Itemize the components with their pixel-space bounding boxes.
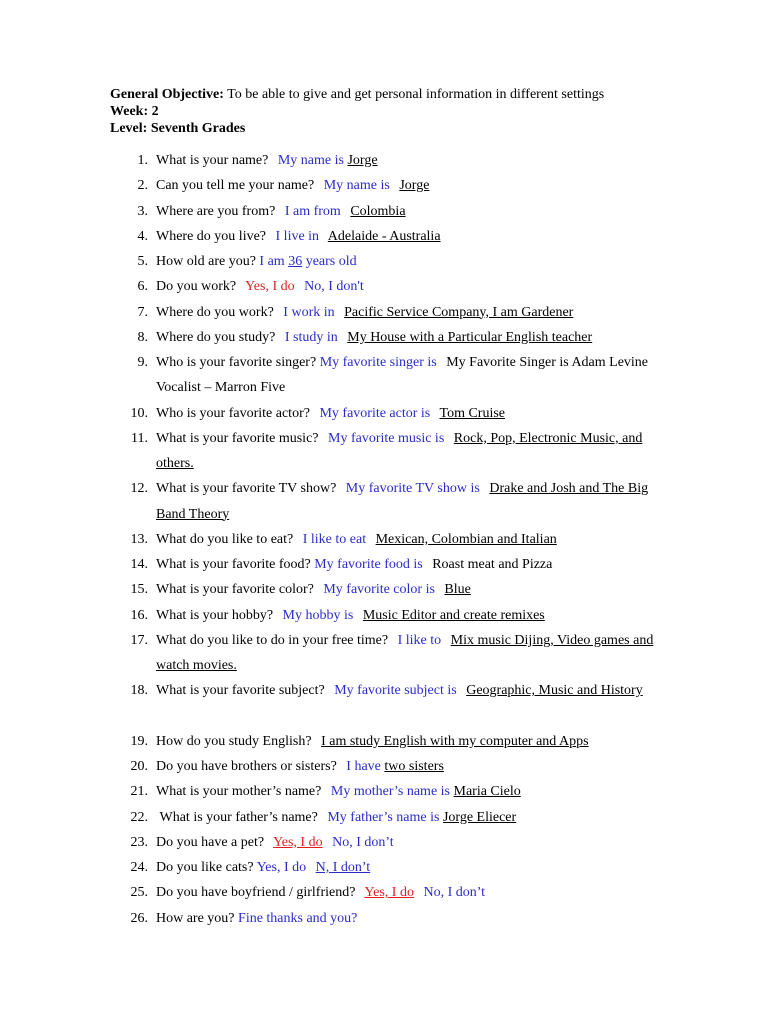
item-body (156, 300, 656, 325)
item-number: 18. (130, 683, 148, 699)
question-text: Where do you live? (156, 228, 267, 244)
list-item (0, 353, 768, 404)
question-text: Do you have boyfriend / girlfriend? (156, 885, 356, 901)
answer-text: Tom Cruise (439, 405, 506, 421)
item-number: 14. (130, 557, 148, 572)
answer-prompt: I work in (283, 304, 335, 320)
list-item (0, 909, 768, 934)
item-body (156, 855, 656, 880)
question-text: What is your favorite subject? (156, 683, 325, 699)
item-number: 2. (137, 178, 148, 194)
item-number: 4. (137, 228, 148, 244)
answer-suffix: years old (305, 254, 357, 269)
list-item (0, 631, 768, 682)
item-body (156, 401, 656, 426)
answer-text: Blue (444, 582, 471, 598)
answer-text: Mix music Dijing, Video games and watch movies. (156, 632, 654, 673)
yes-option: Yes, I do (245, 279, 295, 295)
answer-prompt: I live in (275, 228, 320, 244)
answer-text: Music Editor and create remixes (362, 607, 545, 623)
question-text: What is your favorite music? (156, 430, 319, 446)
week-label: Week: 2 (110, 104, 159, 119)
answer-prompt: My favorite singer is (319, 355, 437, 370)
answer-prompt: My mother’s name is (330, 784, 450, 800)
item-number: 21. (130, 784, 148, 800)
answer-prompt: I like to (397, 632, 442, 648)
answer-text: Rock, Pop, Electronic Music, and others. (156, 430, 643, 471)
answer-prompt: My favorite subject is (334, 683, 457, 699)
answer-prompt: I am from (284, 203, 341, 219)
answer-prompt: My favorite color is (323, 582, 435, 598)
question-text: Where are you from? (156, 203, 276, 219)
yes-option: Yes, I do (256, 860, 307, 875)
answer-text: Pacific Service Company, I am Gardener (344, 304, 574, 320)
question-text: Where do you study? (156, 329, 276, 345)
item-number: 24. (130, 860, 148, 875)
item-body (156, 729, 656, 754)
question-text: Can you tell me your name? (156, 178, 315, 194)
answer-text: Adelaide - Australia (327, 228, 441, 244)
list-item (0, 681, 768, 732)
level-line (110, 120, 604, 137)
item-body (156, 350, 656, 401)
objective-line (110, 86, 604, 103)
answer-text: Maria Cielo (453, 784, 521, 800)
objective-text: To be able to give and get personal information in different settings (227, 87, 605, 102)
question-text: How old are you? (156, 254, 256, 269)
answer-prompt: My favorite music is (328, 430, 445, 446)
item-body (156, 880, 656, 905)
item-body (156, 906, 656, 931)
no-option: No, I don’t (332, 834, 394, 850)
answer-prompt: I am (259, 254, 285, 269)
item-body (156, 678, 656, 703)
item-number: 20. (130, 759, 148, 774)
item-number: 8. (137, 329, 148, 345)
item-body (156, 199, 656, 224)
answer-text: Drake and Josh and The Big Band Theory (156, 481, 649, 522)
item-number: 17. (130, 632, 148, 648)
no-option: N, I don’t (315, 860, 371, 875)
question-text: How do you study English? (156, 733, 312, 749)
item-body (156, 577, 656, 602)
question-text: Do you like cats? (156, 860, 254, 875)
question-text: What is your favorite TV show? (156, 481, 337, 497)
question-text: Who is your favorite actor? (156, 405, 310, 421)
answer-text: Mexican, Colombian and Italian (375, 531, 557, 547)
item-number: 6. (137, 279, 148, 295)
question-text: What do you like to do in your free time? (156, 632, 389, 648)
question-text: What is your mother’s name? (156, 784, 322, 800)
list-item (0, 429, 768, 480)
question-text: Do you have brothers or sisters? (156, 759, 337, 774)
item-number: 3. (137, 203, 148, 219)
item-number: 22. (130, 809, 148, 825)
item-body (156, 830, 656, 855)
answer-text: two sisters (384, 759, 444, 774)
yes-option: Yes, I do (273, 834, 323, 850)
item-body (156, 274, 656, 299)
item-body (156, 325, 656, 350)
answer-prompt: My name is (277, 153, 344, 168)
question-text: How are you? (156, 910, 235, 926)
answer-prompt: Fine thanks and you? (238, 910, 358, 926)
item-body (156, 603, 656, 628)
item-body (156, 527, 656, 552)
answer-text: Colombia (350, 203, 406, 219)
week-line (110, 103, 604, 120)
item-number: 25. (130, 885, 148, 901)
item-number: 7. (137, 304, 148, 320)
item-number: 5. (137, 254, 148, 269)
item-number: 9. (137, 355, 148, 370)
document-header (110, 86, 604, 137)
no-option: No, I don’t (423, 885, 486, 901)
question-text: Who is your favorite singer? (156, 355, 317, 370)
question-text: What is your favorite food? (156, 557, 311, 572)
yes-option: Yes, I do (364, 885, 414, 901)
item-body (156, 148, 656, 173)
answer-text: Jorge Eliecer (442, 809, 517, 825)
answer-prompt: My hobby is (282, 607, 354, 623)
answer-text: Roast meat and Pizza (432, 557, 553, 572)
item-number: 26. (130, 910, 148, 926)
list-item (0, 479, 768, 530)
answer-prompt: I have (346, 759, 381, 774)
item-number: 15. (130, 582, 148, 598)
objective-label: General Objective: (110, 87, 224, 102)
question-text: What is your father’s name? (159, 809, 318, 825)
answer-text: I am study English with my computer and Apps (321, 733, 589, 749)
item-body (156, 754, 656, 779)
answer-text: 36 (288, 254, 303, 269)
answer-text: Jorge (399, 178, 430, 194)
item-number: 23. (130, 834, 148, 850)
item-number: 16. (130, 607, 148, 623)
question-text: What do you like to eat? (156, 531, 294, 547)
item-body (156, 779, 656, 804)
item-number: 19. (130, 733, 148, 749)
answer-prompt: My favorite food is (314, 557, 423, 572)
answer-text: My House with a Particular English teacher (347, 329, 593, 345)
question-text: What is your name? (156, 153, 269, 168)
question-text: What is your hobby? (156, 607, 274, 623)
answer-text: Jorge (347, 153, 378, 168)
answer-prompt: I like to eat (302, 531, 367, 547)
item-number: 13. (130, 531, 148, 547)
item-number: 1. (137, 153, 148, 168)
level-label: Level: Seventh Grades (110, 121, 246, 136)
answer-prompt: My favorite actor is (319, 405, 431, 421)
item-body (156, 173, 656, 198)
item-body (156, 476, 656, 527)
item-body (156, 249, 656, 274)
question-text: Do you have a pet? (156, 834, 265, 850)
question-text: Where do you work? (156, 304, 274, 320)
answer-text: My Favorite Singer is Adam Levine Vocalist – Marron Five (156, 355, 649, 396)
no-option: No, I don't (304, 279, 364, 295)
item-body (156, 552, 656, 577)
item-body (156, 426, 656, 477)
item-body (156, 224, 656, 249)
item-body (156, 628, 656, 679)
item-body (156, 805, 656, 830)
answer-prompt: My favorite TV show is (345, 481, 480, 497)
item-number: 10. (130, 405, 148, 421)
question-text: Do you work? (156, 279, 237, 295)
item-number: 11. (131, 430, 148, 446)
answer-prompt: I study in (284, 329, 338, 345)
answer-text: Geographic, Music and History (466, 683, 643, 699)
question-list (0, 151, 768, 934)
answer-prompt: My father’s name is (327, 809, 440, 825)
answer-prompt: My name is (323, 178, 390, 194)
item-number: 12. (130, 481, 148, 497)
question-text: What is your favorite color? (156, 582, 314, 598)
